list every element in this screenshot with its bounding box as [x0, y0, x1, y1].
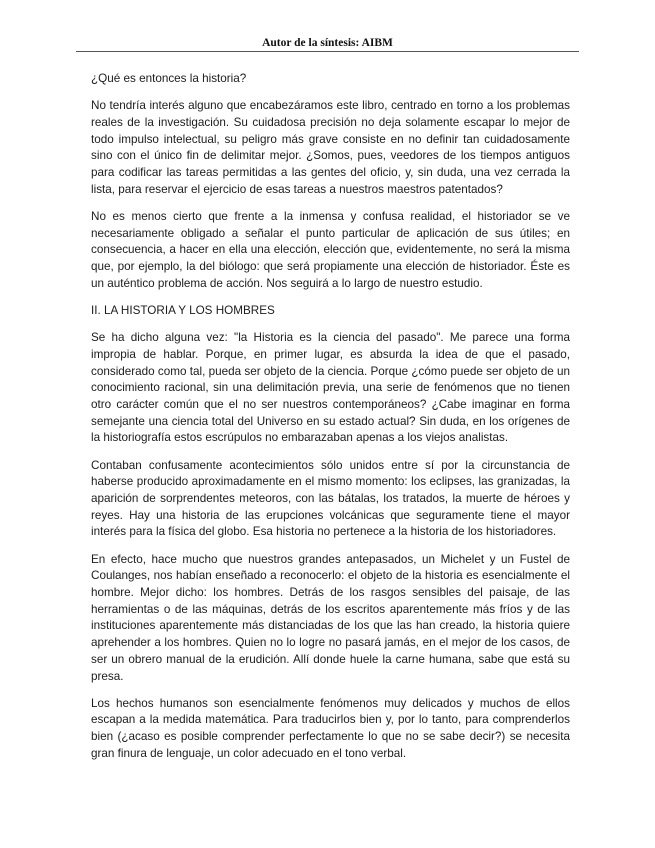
- body-paragraph: Contaban confusamente acontecimientos sólo unidos entre sí por la circunstancia de haberse producido aproximadamente en el mismo momento: los eclipses, las granizadas, la aparición de sorprendentes meteoros, con las bátalas, los tratados, la muerte de héroes y reyes. Hay una historia de las erupciones volcánicas que seguramente tiene el mayor interés para la física del globo. Esa historia no pertenece a la historia de los historiadores.: [91, 458, 570, 539]
- body-paragraph: No es menos cierto que frente a la inmensa y confusa realidad, el historiador se ve necesariamente obligado a señalar el punto particular de aplicación de sus útiles; en consecuencia, a hacer en ella una elección, elección que, evidentemente, no será la misma que, por ejemplo, la del biólogo: que será propiamente una elección de historiador. Éste es un auténtico problema de acción. Nos seguirá a lo largo de nuestro estudio.: [91, 209, 570, 290]
- page-header: Autor de la síntesis: AIBM: [76, 37, 579, 52]
- section-heading: II. LA HISTORIA Y LOS HOMBRES: [91, 303, 275, 317]
- body-paragraph: En efecto, hace mucho que nuestros grandes antepasados, un Michelet y un Fustel de Coulanges, nos habían enseñado a reconocerlo: el objeto de la historia es esencialmente el hombre. Mejor dicho: los hombres. Detrás de los rasgos sensibles del paisaje, de las herramientas o de las máquinas, detrás de los escritos aparentemente más fríos y de las instituciones aparentemente más distanciadas de los que las han creado, la historia quiere aprehender a los hombres. Quien no lo logre no pasará jamás, en el mejor de los casos, de ser un obrero manual de la erudición. Allí donde huele la carne humana, sabe que está su presa.: [91, 552, 570, 683]
- body-paragraph: No tendría interés alguno que encabezáramos este libro, centrado en torno a los problemas reales de la investigación. Su cuidadosa precisión no deja solamente escapar lo mejor de todo impulso intelectual, su peligro más grave consiste en no definir tan cuidadosamente sino con el único fin de delimitar mejor. ¿Somos, pues, veedores de los tiempos antiguos para codificar las tareas permitidas a las gentes del oficio, y, sin duda, una vez cerrada la lista, para reservar el ejercicio de esas tareas a nuestros maestros patentados?: [91, 99, 570, 196]
- body-paragraph: Los hechos humanos son esencialmente fenómenos muy delicados y muchos de ellos escapan a la medida matemática. Para traducirlos bien y, por lo tanto, para comprenderlos bien (¿acaso es posible comprender perfectamente lo que no se sabe decir?) se necesita gran finura de lenguaje, un color adecuado en el tono verbal.: [91, 696, 570, 760]
- body-paragraph: Se ha dicho alguna vez: "la Historia es la ciencia del pasado". Me parece una forma impropia de hablar. Porque, en primer lugar, es absurda la idea de que el pasado, considerado como tal, pueda ser objeto de la ciencia. Porque ¿cómo puede ser objeto de un conocimiento racional, sin una delimitación previa, una serie de fenómenos que no tienen otro carácter común que el no ser nuestros contemporáneos? ¿Cabe imaginar en forma semejante una ciencia total del Universo en su estado actual? Sin duda, en los orígenes de la historiografía estos escrúpulos no embarazaban apenas a los viejos analistas.: [91, 331, 570, 445]
- document-body: [91, 71, 570, 773]
- question-paragraph: ¿Qué es entonces la historia?: [91, 72, 247, 85]
